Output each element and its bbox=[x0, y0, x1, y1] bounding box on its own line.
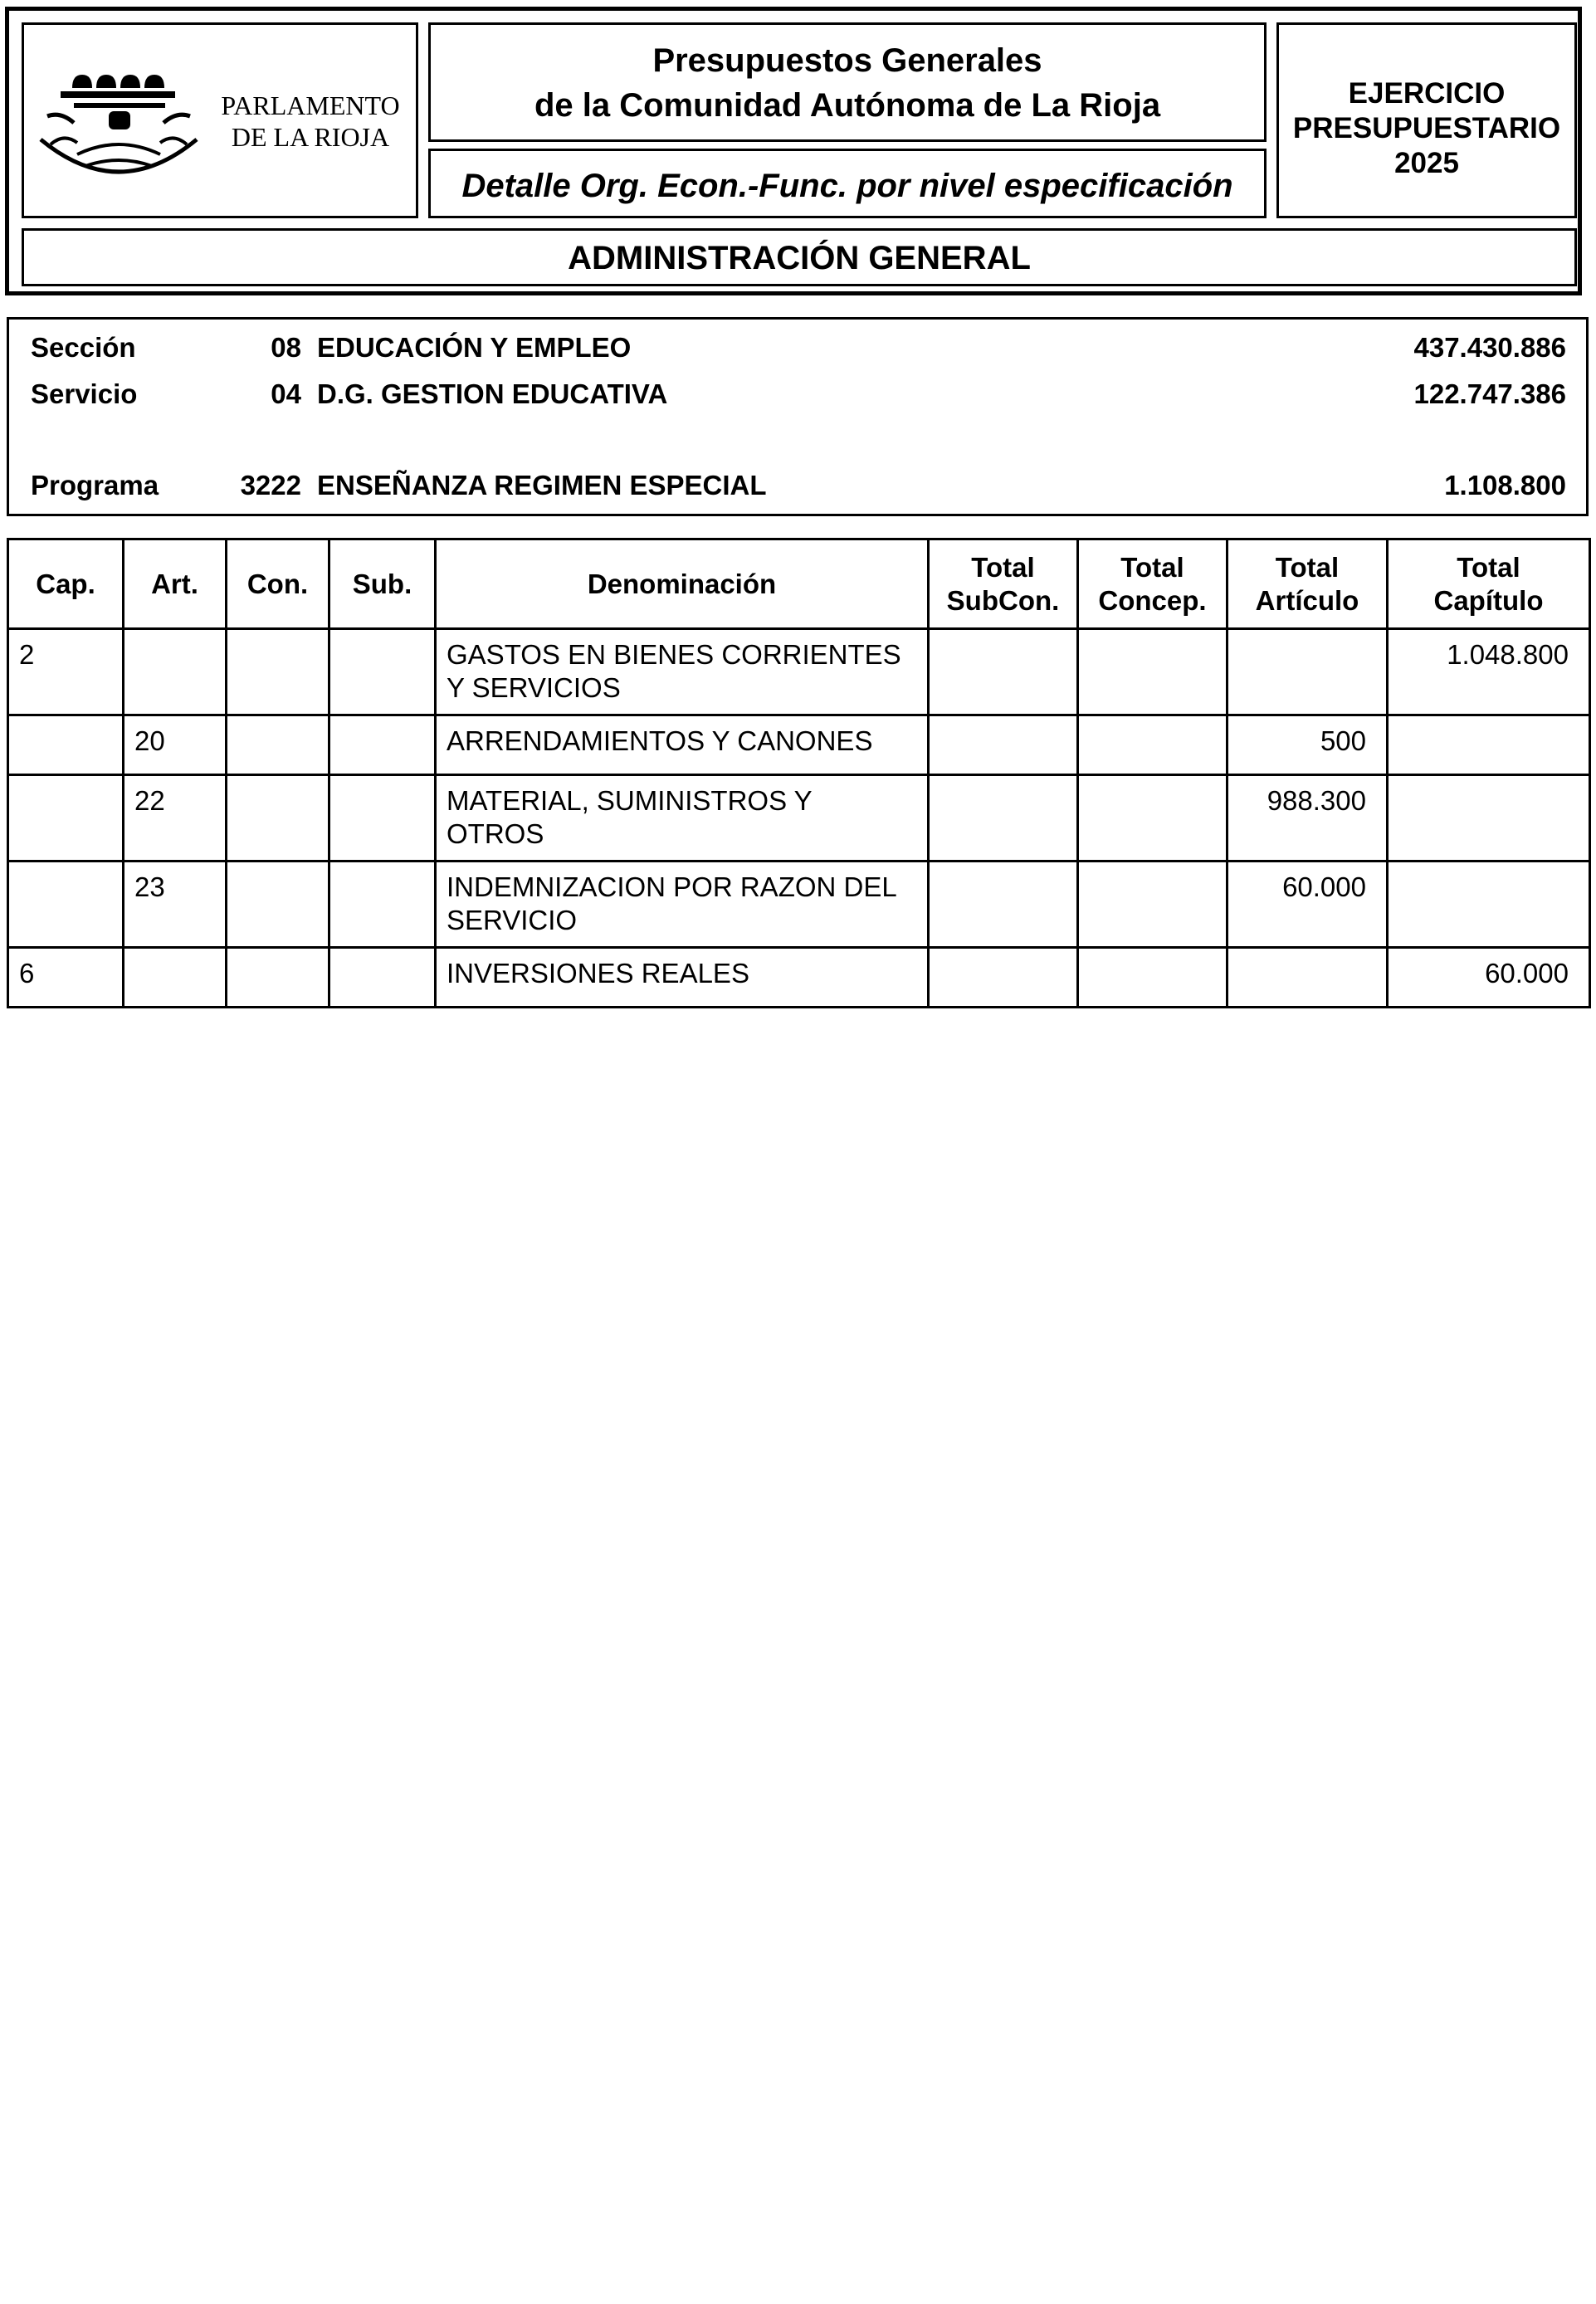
table-row bbox=[8, 948, 1590, 1008]
col-header-denominacion: Denominación bbox=[436, 539, 929, 629]
programa-amount: 1.108.800 bbox=[1444, 470, 1566, 500]
cell-art bbox=[124, 948, 227, 1008]
cell-denominacion: MATERIAL, SUMINISTROS Y OTROS bbox=[436, 775, 929, 862]
cell-con bbox=[227, 862, 329, 948]
year-line-2: PRESUPUESTARIO bbox=[1292, 112, 1561, 144]
programa-label: Programa bbox=[31, 470, 159, 500]
parliament-logo-icon bbox=[36, 63, 202, 188]
seccion-row bbox=[9, 331, 1586, 364]
cell-con bbox=[227, 715, 329, 775]
col-header-total-concep: Total Concep. bbox=[1078, 539, 1228, 629]
servicio-name: D.G. GESTION EDUCATIVA bbox=[317, 378, 668, 409]
cell-cap: 2 bbox=[8, 629, 124, 715]
cell-con bbox=[227, 948, 329, 1008]
cell-art: 23 bbox=[124, 862, 227, 948]
seccion-code: 08 bbox=[271, 332, 301, 363]
seccion-name: EDUCACIÓN Y EMPLEO bbox=[317, 332, 632, 363]
cell-total-concep bbox=[1078, 629, 1228, 715]
cell-total-subcon bbox=[929, 948, 1078, 1008]
col-header-cap: Cap. bbox=[8, 539, 124, 629]
programa-name: ENSEÑANZA REGIMEN ESPECIAL bbox=[317, 470, 767, 500]
year-line-1: EJERCICIO bbox=[1348, 77, 1506, 110]
budget-table bbox=[7, 538, 1591, 1008]
cell-sub bbox=[329, 715, 436, 775]
servicio-row bbox=[9, 378, 1586, 411]
cell-total-concep bbox=[1078, 715, 1228, 775]
cell-total-subcon bbox=[929, 629, 1078, 715]
cell-total-subcon bbox=[929, 715, 1078, 775]
cell-denominacion: GASTOS EN BIENES CORRIENTES Y SERVICIOS bbox=[436, 629, 929, 715]
servicio-code: 04 bbox=[271, 378, 301, 409]
cell-sub bbox=[329, 629, 436, 715]
cell-con bbox=[227, 629, 329, 715]
logo-box bbox=[22, 22, 418, 218]
cell-total-articulo bbox=[1228, 629, 1388, 715]
cell-total-capitulo: 60.000 bbox=[1388, 948, 1590, 1008]
cell-total-articulo: 60.000 bbox=[1228, 862, 1388, 948]
table-row bbox=[8, 775, 1590, 862]
title-line-2: de la Comunidad Autónoma de La Rioja bbox=[534, 87, 1161, 124]
cell-denominacion: ARRENDAMIENTOS Y CANONES bbox=[436, 715, 929, 775]
servicio-label: Servicio bbox=[31, 378, 138, 409]
document-title bbox=[428, 22, 1267, 142]
col-header-con: Con. bbox=[227, 539, 329, 629]
table-row bbox=[8, 862, 1590, 948]
col-header-art: Art. bbox=[124, 539, 227, 629]
cell-total-capitulo bbox=[1388, 775, 1590, 862]
logo-text: PARLAMENTO DE LA RIOJA bbox=[221, 90, 400, 152]
cell-denominacion: INVERSIONES REALES bbox=[436, 948, 929, 1008]
cell-total-capitulo bbox=[1388, 862, 1590, 948]
table-header-row bbox=[8, 539, 1590, 629]
cell-con bbox=[227, 775, 329, 862]
cell-sub bbox=[329, 862, 436, 948]
servicio-amount: 122.747.386 bbox=[1413, 378, 1566, 409]
cell-total-subcon bbox=[929, 775, 1078, 862]
cell-art: 22 bbox=[124, 775, 227, 862]
cell-total-concep bbox=[1078, 862, 1228, 948]
cell-total-articulo: 988.300 bbox=[1228, 775, 1388, 862]
cell-total-capitulo bbox=[1388, 715, 1590, 775]
cell-cap bbox=[8, 862, 124, 948]
cell-sub bbox=[329, 948, 436, 1008]
programa-code: 3222 bbox=[240, 470, 301, 500]
organization-info bbox=[7, 317, 1589, 516]
cell-sub bbox=[329, 775, 436, 862]
cell-cap bbox=[8, 775, 124, 862]
document-subtitle: Detalle Org. Econ.-Func. por nivel especificación bbox=[428, 149, 1267, 218]
programa-row bbox=[9, 469, 1586, 502]
seccion-label: Sección bbox=[31, 332, 136, 363]
cell-total-articulo bbox=[1228, 948, 1388, 1008]
title-line-1: Presupuestos Generales bbox=[652, 42, 1042, 79]
cell-cap: 6 bbox=[8, 948, 124, 1008]
cell-total-concep bbox=[1078, 775, 1228, 862]
cell-art: 20 bbox=[124, 715, 227, 775]
col-header-sub: Sub. bbox=[329, 539, 436, 629]
table-row bbox=[8, 715, 1590, 775]
document-header bbox=[5, 7, 1582, 295]
seccion-amount: 437.430.886 bbox=[1413, 332, 1566, 363]
cell-total-capitulo: 1.048.800 bbox=[1388, 629, 1590, 715]
table-row bbox=[8, 629, 1590, 715]
year-line-3: 2025 bbox=[1394, 147, 1459, 179]
fiscal-year-box bbox=[1276, 22, 1577, 218]
col-header-total-subcon: Total SubCon. bbox=[929, 539, 1078, 629]
administration-title: ADMINISTRACIÓN GENERAL bbox=[22, 228, 1577, 286]
cell-total-articulo: 500 bbox=[1228, 715, 1388, 775]
cell-art bbox=[124, 629, 227, 715]
col-header-total-articulo: Total Artículo bbox=[1228, 539, 1388, 629]
cell-cap bbox=[8, 715, 124, 775]
col-header-total-capitulo: Total Capítulo bbox=[1388, 539, 1590, 629]
cell-total-concep bbox=[1078, 948, 1228, 1008]
cell-total-subcon bbox=[929, 862, 1078, 948]
cell-denominacion: INDEMNIZACION POR RAZON DEL SERVICIO bbox=[436, 862, 929, 948]
